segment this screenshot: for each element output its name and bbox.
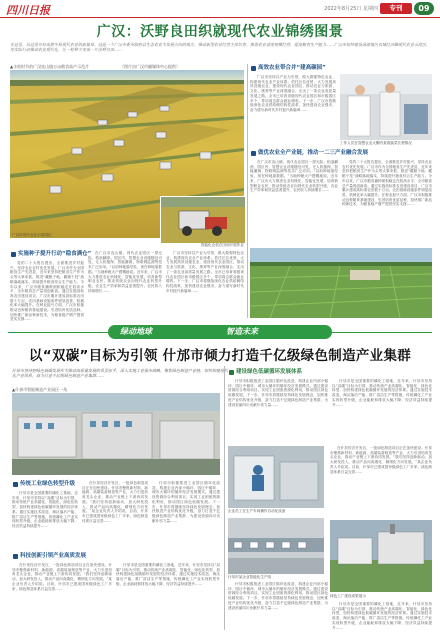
story2-body-right-a: [228, 379, 328, 441]
banner-rule-left: [8, 332, 108, 333]
banner-text-left: 绿动地球: [120, 327, 152, 336]
banner-rule-right: [332, 332, 432, 333]
story2-body-right-c-text: 在什邡经济开发区，一批绿色制造项目正在加快建设。什邡市聚焦新材料、新能源、高端装备制造等产业，大力引进培育龙头企业，推动产业链上下游协同发展。“我们坚持创新驱动，加大研发投入，推动产品向高端化、精细化方向发展。”某企业负责人介绍说。目前，什邡市已建成国家级绿色工厂多家，绿色制造体系日益完善……: [330, 446, 432, 474]
story2-body-bottom-a: [12, 563, 112, 629]
story2-body-bottom-a-text: 在什邡经济开发区，一批绿色制造项目正在加快建设。什邡市聚焦新材料、新能源、高端装备制造等产业，大力引进培育龙头企业，推动产业链上下游协同发展。“我们坚持创新驱动，加大研发投入，推动产品向高端化、精细化方向发展。”某企业负责人介绍说。目前，什邡市已建成国家级绿色工厂多家，绿色制造体系日益完善……: [12, 563, 112, 591]
lab-photo: [340, 74, 432, 140]
story2-deck: 什邡市坚持把绿色低碳发展作为推动高质量发展的重要抓手，深入实施工业强市战略，聚焦绿色制造产业链，加快构建现代化产业体系，奋力打造千亿级绿色制造产业集群……: [12, 368, 228, 378]
story2-body-right-a-text: 什邡市积极推进工业园区循环化改造，构建企业内部小循环、园区中循环、城市大循环的循环经济发展模式。通过建设资源综合利用项目，实现工业固废资源化利用，推动园区绿色低碳发展。下一步，什邡市将继续坚持绿色发展理念，加快推进产业结构优化升级，奋力打造千亿级绿色制造产业集群，为建设美丽四川贡献什邡力量……: [228, 379, 328, 407]
story1-subhead-right1: 高效农业带合并“建高碳园”: [250, 64, 430, 73]
story2-body-mid: [82, 481, 148, 549]
story2-body-right-c: [330, 446, 432, 516]
story1-subhead-left: 实施种子提升行动“稳食满仓”: [10, 250, 120, 259]
newspaper-logo: 四川日报: [6, 4, 50, 17]
story2-body-right-e-text: 什邡市是全国重要的磷化工基地，近年来，什邡市坚持以“双碳”目标为引领，推动传统产业高端化、智能化、绿色化转型，加快构建绿色低碳循环发展的经济体系。通过实施技术改造、淘汰落后产能、推广清洁生产等措施，传统磷化工产业实现转型升级，企业能耗和排放大幅下降，经济效益持续提升……: [332, 602, 432, 630]
story1-caption-left: 广汉市现代农业示范园区: [12, 233, 52, 237]
story1-deck: 在这里，从这里开启成都平原现代农业的新篇章。这是一个广汉市委市政府以生态农业为发展方向的地方，推动新型农业经营主体培育，推进农业适度规模经营，提高粮食生产能力……广汉市加快建设成渝地区双城经济圈现代农业示范区，用实际行动推动农业现代化，让一粒种子变成一片沃野良田……: [10, 42, 430, 52]
story1-body-right-a-text: 广汉市坚持以产业为引领，做大做强特色农业，构建现代农业产业体系。依托区位优势，大力发展高效设施农业，建设现代农业园区，推动农业与旅游、文化、康养等产业深度融合，走出了一条农业高质量发展之路。全市已培育省级现代农业园区和市级园区多个，带动周边群众就业增收。下一步，广汉市将继续深化农业供给侧结构性改革，加快建设农业强市，奋力谱写新时代乡村振兴新篇章……: [250, 75, 336, 112]
story1-body-right-a: [250, 75, 336, 147]
story1-body-left: [10, 261, 84, 322]
story2-body-mid-text: 在什邡经济开发区，一批绿色制造项目正在加快建设。什邡市聚焦新材料、新能源、高端装备制造等产业，大力引进培育龙头企业，推动产业链上下游协同发展。“我们坚持创新驱动，加大研发投入，推动产品向高端化、精细化方向发展。”某企业负责人介绍说。目前，什邡市已建成国家级绿色工厂多家，绿色制造体系日益完善……: [82, 481, 148, 523]
section-banner: [0, 322, 440, 342]
story1-headline: 广汉：沃野良田织就现代农业锦绣图景: [96, 24, 344, 40]
story1-body-right-c-text: 党的二十大报告提出，全面推进乡村振兴，坚持农业农村优先发展。广汉市作为全国粮食生产先进县，近年来坚持把粮食生产作为头等大事来抓，推进“藏粮于地、藏粮于技”战略落地落实，持续提升粮食综合生产能力。今年以来，广汉市粮食播种面积稳定在较高水平，全市粮食总产量再创新高。通过实施高标准农田建设项目，广汉市累计建成高标准农田数十万亩，农田基础设施条件明显改善，机械化率大幅提升。在种业振兴方面，广汉市积极推动良种繁育基地建设，引进培育优质品种，加快推广新品种新技术，为粮食稳产增产提供坚实支撑……: [342, 160, 432, 207]
story2-subhead-c: 建设绿色低碳循环发展体系: [228, 368, 428, 377]
story1-body-mid2: [166, 251, 244, 319]
story1-photo-caption-right: 工作人员在智慧农业大棚内查看蔬菜长势情况: [340, 141, 412, 145]
page-number: 09: [414, 2, 434, 15]
story2-body-right-b-text: 什邡市是全国重要的磷化工基地，近年来，什邡市坚持以“双碳”目标为引领，推动传统产业高端化、智能化、绿色化转型，加快构建绿色低碳循环发展的经济体系。通过实施技术改造、淘汰落后产能、推广清洁生产等措施，传统磷化工产业实现转型升级，企业能耗和排放大幅下降，经济效益持续提升……: [332, 379, 432, 407]
story1-caption-right: 智能化农机在田间开展作业: [200, 243, 244, 247]
story1-body-right-b: [250, 160, 338, 244]
story2-body-right-e: [332, 602, 432, 630]
story2-body-bottom-b-text: 什邡市是全国重要的磷化工基地，近年来，什邡市坚持以“双碳”目标为引领，推动传统产业高端化、智能化、绿色化转型，加快构建绿色低碳循环发展的经济体系。通过实施技术改造、淘汰落后产能、推广清洁生产等措施，传统磷化工产业实现转型升级，企业能耗和排放大幅下降，经济效益持续提升……: [116, 563, 220, 586]
story2-body-bottom-b: [116, 563, 220, 629]
worker-photo: [228, 446, 324, 508]
story2-subhead-b: 科技创新引领产业高质发展: [12, 552, 152, 561]
production-line-photo: [228, 518, 324, 574]
story1-subhead-right2: 做优农业全产业链，推动一二三产业融合发展: [250, 149, 430, 158]
factory-photo: [12, 393, 220, 475]
dateline: 2022年8月25日 星期四: [324, 6, 378, 12]
story2-body-mid2: [152, 481, 220, 549]
story2-body-mid2-text: 什邡市积极推进工业园区循环化改造，构建企业内部小循环、园区中循环、城市大循环的循环经济发展模式。通过建设资源综合利用项目，实现工业固废资源化利用，推动园区绿色低碳发展。下一步，什邡市将继续坚持绿色发展理念，加快推进产业结构优化升级，奋力打造千亿级绿色制造产业集群，为建设美丽四川贡献什邡力量……: [152, 481, 220, 523]
story2-photo-label: ▲什邡市智能制造产业园区一角: [12, 387, 68, 392]
story2-body-right-b: [332, 379, 432, 441]
story2-caption-b: 什邡市某企业智能化生产线: [228, 575, 272, 579]
banner-text-right: 智造未来: [226, 327, 258, 336]
green-factory-photo: [330, 520, 432, 592]
story2-caption-a: 企业员工在生产车间操作自动化设备: [228, 509, 286, 513]
story1-photo-label: ▲丰收时节的广汉连山镇万亩粮食高产示范片: [10, 64, 90, 69]
story1-body-mid: [88, 251, 162, 319]
machinery-photo: [160, 196, 244, 242]
story1-body-left-text: 党的二十大报告提出，全面推进乡村振兴，坚持农业农村优先发展。广汉市作为全国粮食生产先进县，近年来坚持把粮食生产作为头等大事来抓，推进“藏粮于地、藏粮于技”战略落地落实，持续提升粮食综合生产能力。今年以来，广汉市粮食播种面积稳定在较高水平，全市粮食总产量再创新高。通过实施高标准农田建设项目，广汉市累计建成高标准农田数十万亩，农田基础设施条件明显改善，机械化率大幅提升。在种业振兴方面，广汉市积极推动良种繁育基地建设，引进培育优质品种，加快推广新品种新技术，为粮食稳产增产提供坚实支撑……: [10, 261, 84, 322]
story2-headline: 以“双碳”目标为引领 什邡市倾力打造千亿级绿色制造产业集群: [28, 348, 412, 364]
story2-body-left-text: 什邡市是全国重要的磷化工基地，近年来，什邡市坚持以“双碳”目标为引领，推动传统产业高端化、智能化、绿色化转型，加快构建绿色低碳循环发展的经济体系。通过实施技术改造、淘汰落后产能、推广清洁生产等措施，传统磷化工产业实现转型升级，企业能耗和排放大幅下降，经济效益持续提升……: [12, 491, 78, 528]
column-divider-2: [224, 366, 225, 630]
section-tag: 专刊: [380, 3, 412, 14]
story1-body-mid-text: 在广汉市连山镇，现代农业园区一望无际，稻浪翻滚。园区内，智慧农业设施随处可见，无人机植保、智能灌溉、物联网监测等技术广泛应用。“以前种地靠经验，现在种地靠数据。”当地种粮大户感慨地说。近年来，广汉市大力推进农业机械化、智能化发展，培育新型职业农民，推动传统农业向现代农业转型升级，农业生产效率和效益显著提升，农民收入持续增长……: [88, 251, 162, 293]
story2-subhead-a: 传统工业绿色转型升级: [12, 480, 132, 489]
story1-photo-credit: （图片由广汉市融媒体中心提供）: [120, 64, 180, 69]
story2-body-right-d: [228, 582, 328, 630]
story1-body-right-b-text: 在广汉市连山镇，现代农业园区一望无际，稻浪翻滚。园区内，智慧农业设施随处可见，无人机植保、智能灌溉、物联网监测等技术广泛应用。“以前种地靠经验，现在种地靠数据。”当地种粮大户感慨地说。近年来，广汉市大力推进农业机械化、智能化发展，培育新型职业农民，推动传统农业向现代农业转型升级，农业生产效率和效益显著提升，农民收入持续增长……: [250, 160, 338, 193]
aerial-field-photo: [250, 248, 432, 318]
story2-caption-c: 绿色工厂建设成果展示: [330, 594, 366, 598]
story2-body-left: [12, 491, 78, 549]
column-divider: [247, 64, 248, 318]
story1-body-mid2-text: 广汉市坚持以产业为引领，做大做强特色农业，构建现代农业产业体系。依托区位优势，大力发展高效设施农业，建设现代农业园区，推动农业与旅游、文化、康养等产业深度融合，走出了一条农业高质量发展之路。全市已培育省级现代农业园区和市级园区多个，带动周边群众就业增收。下一步，广汉市将继续深化农业供给侧结构性改革，加快建设农业强市，奋力谱写新时代乡村振兴新篇章……: [166, 251, 244, 293]
story1-body-right-c: [342, 160, 432, 244]
story2-body-right-d-text: 什邡市积极推进工业园区循环化改造，构建企业内部小循环、园区中循环、城市大循环的循环经济发展模式。通过建设资源综合利用项目，实现工业固废资源化利用，推动园区绿色低碳发展。下一步，什邡市将继续坚持绿色发展理念，加快推进产业结构优化升级，奋力打造千亿级绿色制造产业集群，为建设美丽四川贡献什邡力量……: [228, 582, 328, 610]
